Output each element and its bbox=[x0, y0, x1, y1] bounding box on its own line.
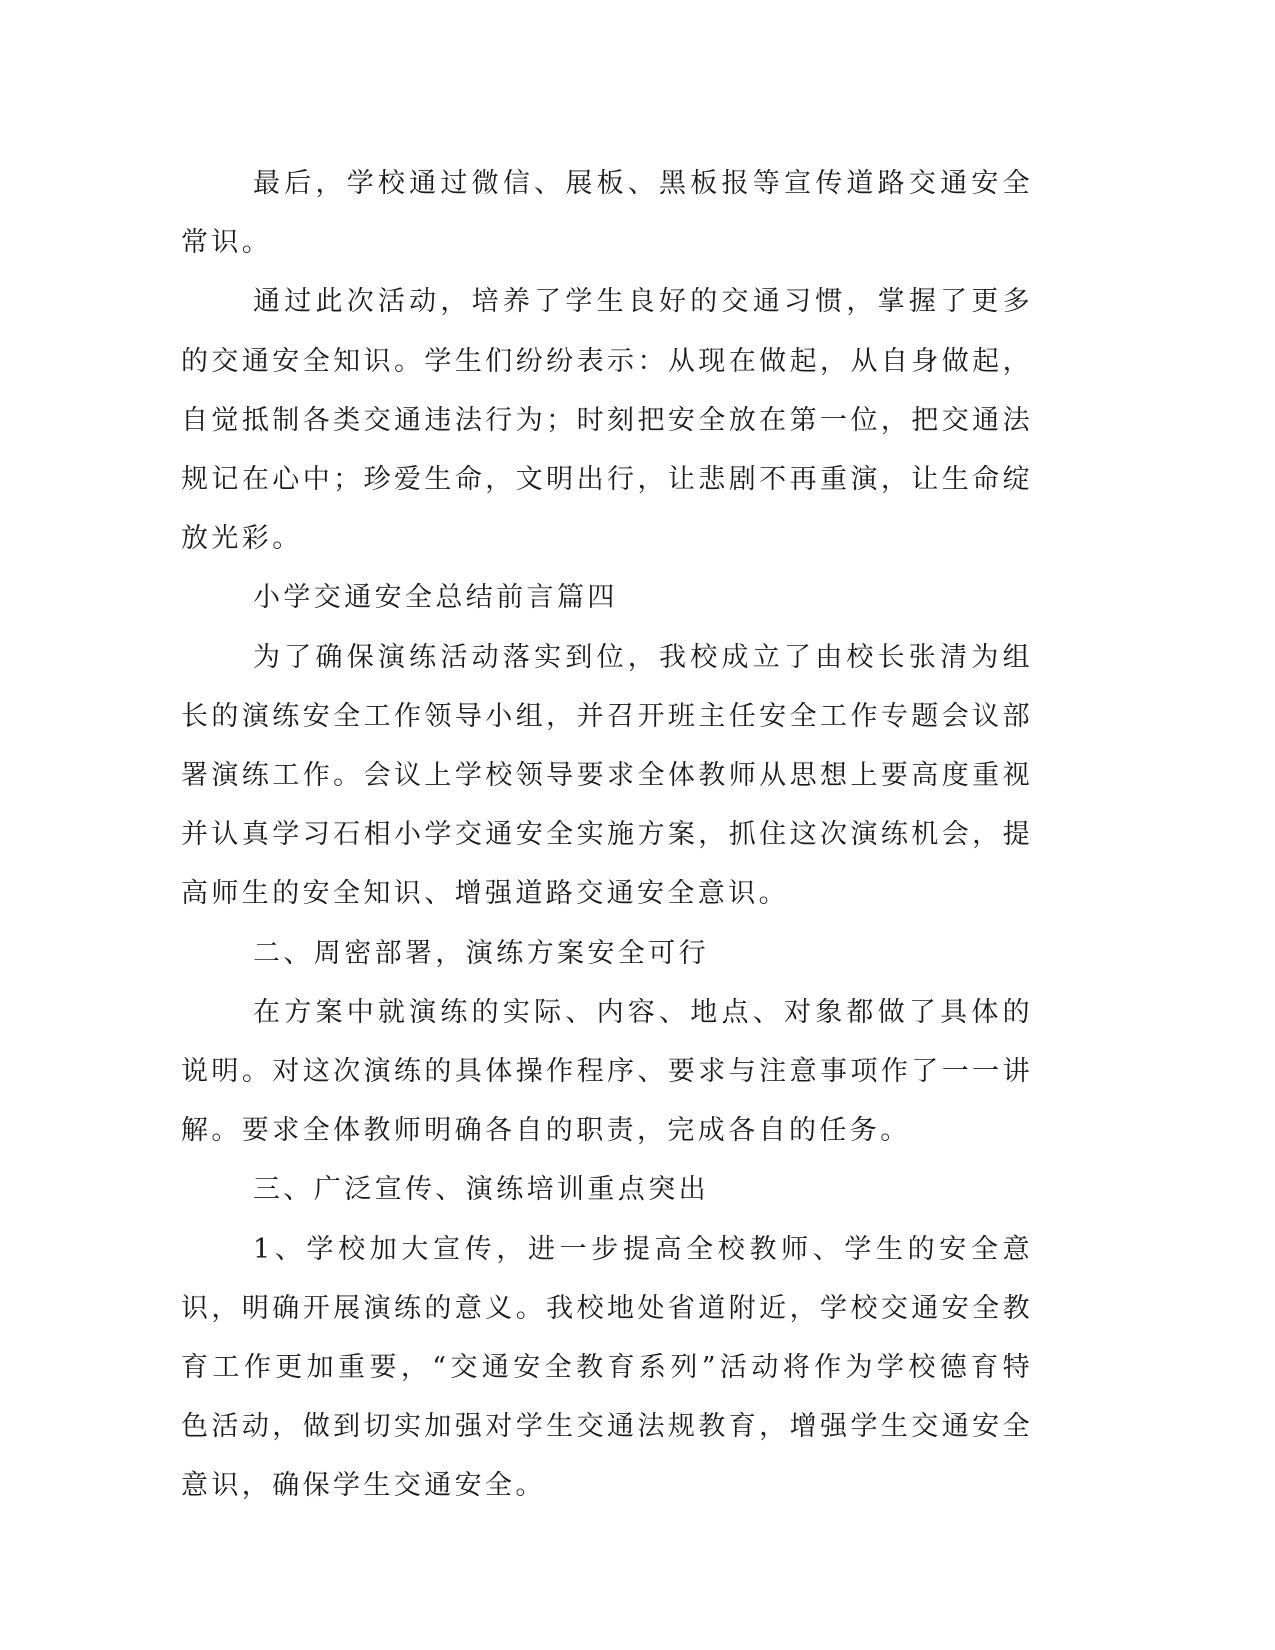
paragraph: 通过此次活动，培养了学生良好的交通习惯，掌握了更多的交通安全知识。学生们纷纷表示：从现在做起，从自身做起，自觉抵制各类交通违法行为；时刻把安全放在第一位，把交通法规记在心中；珍爱生命，文明出行，让悲剧不再重演，让生命绽放光彩。 bbox=[181, 286, 1033, 555]
paragraph: 为了确保演练活动落实到位，我校成立了由校长张清为组长的演练安全工作领导小组，并召开班主任安全工作专题会议部署演练工作。会议上学校领导要求全体教师从思想上要高度重视并认真学习石相小学交通安全实施方案，抓住这次演练机会，提高师生的安全知识、增强道路交通安全意识。 bbox=[181, 641, 1033, 910]
paragraph: 在方案中就演练的实际、内容、地点、对象都做了具体的说明。对这次演练的具体操作程序、要求与注意事项作了一一讲解。要求全体教师明确各自的职责，完成各自的任务。 bbox=[181, 996, 1033, 1147]
section-heading: 三、广泛宣传、演练培训重点突出 bbox=[253, 1174, 709, 1206]
document-body bbox=[181, 154, 1033, 1516]
section-heading: 二、周密部署，演练方案安全可行 bbox=[253, 937, 709, 969]
paragraph: 1、学校加大宣传，进一步提高全校教师、学生的安全意识，明确开展演练的意义。我校地处省道附近，学校交通安全教育工作更加重要，“交通安全教育系列”活动将作为学校德育特色活动，做到切实加强对学生交通法规教育，增强学生交通安全意识，确保学生交通安全。 bbox=[181, 1233, 1033, 1502]
paragraph: 最后，学校通过微信、展板、黑板报等宣传道路交通安全常识。 bbox=[181, 168, 1033, 259]
section-heading: 小学交通安全总结前言篇四 bbox=[253, 582, 618, 614]
